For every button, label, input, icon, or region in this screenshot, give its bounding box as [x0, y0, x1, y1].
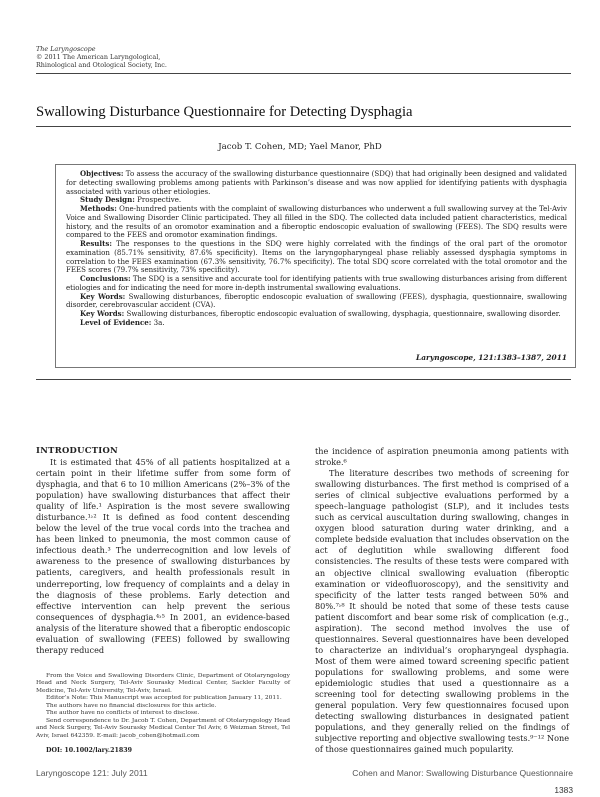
- keywords-label: Key Words:: [80, 291, 126, 301]
- intro-paragraph: the incidence of aspiration pneumonia among patients with stroke.⁶: [315, 446, 569, 468]
- conclusions-text: The SDQ is a sensitive and accurate tool for identifying patients with true swallowing disturbances arising from different etiologies and for indicating the need for more in-depth instrumental swallowing evaluations.: [66, 274, 568, 292]
- right-column: [315, 446, 569, 755]
- copyright-line: © 2011 The American Laryngological,: [36, 53, 161, 61]
- section-heading: INTRODUCTION: [36, 445, 118, 455]
- abstract-box: [55, 164, 576, 368]
- conflict-note: The author have no conflicts of interest to disclose.: [46, 710, 200, 717]
- page-number: 1383: [554, 785, 573, 795]
- affiliation-note: From the Voice and Swallowing Disorders Clinic, Department of Otolaryngology Head and Neck Surgery, Tel-Aviv Sourasky Medical Center, Sackler Faculty of Medicine, Tel-Aviv University, Tel-Aviv, Israel.: [36, 673, 290, 694]
- article-title: Swallowing Disturbance Questionnaire for Detecting Dysphagia: [36, 104, 413, 120]
- authors: Jacob T. Cohen, MD; Yael Manor, PhD: [218, 142, 382, 152]
- editor-note: Editor’s Note: This Manuscript was accepted for publication January 11, 2011.: [46, 695, 282, 702]
- results-text: The responses to the questions in the SDQ were highly correlated with the findings of the oral part of the oromotor examination (85.71% sensitivity, 87.6% specificity). Items on the laryngopharyngeal phase reliably assessed dysphagia symptoms in correlation to the FEES examination (67.3% sensitivity, 76.7% specificity). The total SDQ score correlated with the total oromotor and the FEES scores (79.7% sensitivity, 73% specificity).: [66, 239, 567, 275]
- journal-name: The Laryngoscope: [36, 45, 96, 53]
- intro-paragraph: It is estimated that 45% of all patients hospitalized at a certain point in their lifetime suffer from some form of dysphagia, and that 6 to 10 million Americans (2%–3% of the population) have swallowing disturbances that affect their quality of life.¹ Aspiration is the most severe swallowing disturbance.¹˒² It is defined as food content descending below the level of the true vocal cords into the trachea and has been linked to pneumonia, the most common cause of infectious death.³ The underrecognition and low levels of awareness to the presence of swallowing disturbances by patients, caregivers, and health professionals result in underreporting, low frequency of complaints and a delay in the diagnosis of these problems. Early detection and effective intervention can help prevent the serious consequences of dysphagia.⁴˒⁵ In 2001, an evidence-based analysis of the literature showed that a fiberoptic endoscopic evaluation of swallowing (FEES) followed by swallowing therapy reduced: [36, 457, 290, 655]
- citation: Laryngoscope, 121:1383–1387, 2011: [416, 353, 567, 363]
- conclusions-label: Conclusions:: [80, 274, 131, 283]
- disclosure-note: The authors have no financial disclosures for this article.: [46, 702, 217, 709]
- results-label: Results:: [80, 239, 112, 248]
- objectives-text: To assess the accuracy of the swallowing disturbance questionnaire (SDQ) that had originally been designed and validated for detecting swallowing problems among patients with Parkinson’s disease and was now applied for identifying patients with dysphagia associated with various other etiologies.: [66, 169, 567, 196]
- evidence-label: Level of Evidence:: [80, 317, 152, 327]
- keywords-text: Swallowing disturbances, fiberoptic endoscopic evaluation of swallowing, dysphagia, questionnaire, swallowing disorder.: [126, 309, 561, 318]
- copyright-line: Rhinological and Otological Society, Inc.: [36, 61, 167, 69]
- keywords-text: Swallowing disturbances, fiberoptic endoscopic evaluation of swallowing (FEES), dysphagia, questionnaire, swallowing disorder, cerebrovascular accident (CVA).: [66, 291, 567, 310]
- doi: DOI: 10.1002/lary.21839: [46, 747, 133, 754]
- left-column: [36, 457, 290, 656]
- intro-paragraph: The literature describes two methods of screening for swallowing disturbances. The first method is comprised of a series of clinical subjective evaluations performed by a speech–language pathologist (SLP), and it includes tests such as cervical auscultation during swallowing, changes in oxygen blood saturation during water drinking, and a complete bedside evaluation that includes observation on the act of deglutition while swallowing different food consistencies. The results of these tests were compared with an objective clinical swallowing evaluation (fiberoptic examination or videofluoroscopy), and the sensitivity and specificity of the latter tests ranged between 50% and 80%.⁷˒⁸ It should be noted that some of these tests cause patient discomfort and bear some risk of complication (e.g., aspiration). The second method involves the use of questionnaires. Several questionnaires have been developed to characterize an individual’s oropharyngeal dysphagia. Most of them were aimed toward screening specific patient populations for swallowing problems, and some were epidemiologic studies that used a questionnaire as a screening tool for detecting swallowing problems in the general population. Very few questionnaires focused upon detecting swallowing disturbances in designated patient populations, and they generally relied on the findings of subjective reporting and objective swallowing tests.⁹⁻¹² None of those questionnaires gained much popularity.: [315, 468, 569, 755]
- footnotes: [36, 673, 290, 740]
- footer-journal: Laryngoscope 121: July 2011: [36, 768, 148, 778]
- methods-text: One-hundred patients with the complaint of swallowing disturbances who underwent a full swallowing survey at the Tel-Aviv Voice and Swallowing Disorder Clinic participated. They all filled in the SDQ. The collected data included patient characteristics, medical history, and the results of an oromotor examination and a fiberoptic endoscopic evaluation of swallowing (FEES). The SDQ results were compared to the FEES and oromotor examination findings.: [66, 204, 567, 240]
- header-rule: [36, 73, 571, 74]
- keywords-label: Key Words:: [80, 309, 125, 318]
- objectives-label: Objectives:: [80, 169, 124, 178]
- correspondence-note: Send correspondence to Dr. Jacob T. Cohen, Department of Otolaryngology Head and Neck Surgery, Tel-Aviv Sourasky Medical Center Tel Aviv, 6 Weizman Street, Tel Aviv, Israel 642359. E-mail: jacob_cohen@hotmail.com: [36, 717, 290, 739]
- methods-label: Methods:: [80, 204, 117, 213]
- footer-running-title: Cohen and Manor: Swallowing Disturbance Questionnaire: [352, 768, 573, 778]
- evidence-text: 3a.: [153, 317, 165, 327]
- journal-header: [36, 45, 167, 69]
- design-text: Prospective.: [137, 195, 182, 205]
- abstract-rule: [36, 379, 571, 380]
- design-label: Study Design:: [80, 195, 135, 205]
- title-rule: [36, 126, 571, 127]
